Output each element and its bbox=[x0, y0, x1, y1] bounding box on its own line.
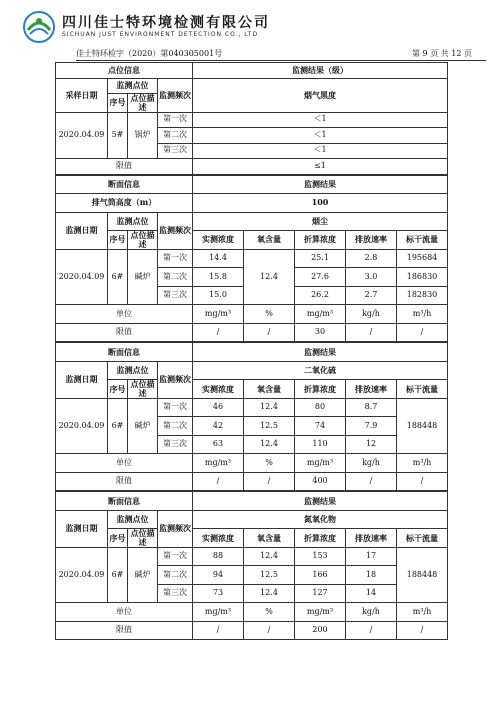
converted-cell: 74 bbox=[295, 417, 346, 436]
unit-label: 单位 bbox=[56, 305, 193, 324]
frequency-header: 监测频次 bbox=[158, 361, 193, 398]
desc-cell: 锅炉 bbox=[128, 112, 158, 159]
company-name-cn: 四川佳士特环境检测有限公司 bbox=[62, 15, 270, 31]
oxygen-cell: 12.5 bbox=[244, 566, 295, 585]
limit-cell: / bbox=[244, 323, 295, 342]
dust-table bbox=[55, 175, 448, 343]
value-cell: ＜1 bbox=[193, 128, 448, 144]
limit-cell: / bbox=[397, 472, 448, 491]
limit-cell: 200 bbox=[295, 621, 346, 640]
converted-cell: 25.1 bbox=[295, 249, 346, 268]
nox-table bbox=[55, 491, 448, 640]
flow-header: 标干流量 bbox=[397, 380, 448, 399]
measured-cell: 94 bbox=[193, 566, 244, 585]
unit-label: 单位 bbox=[56, 603, 193, 622]
flow-cell: 188448 bbox=[397, 398, 448, 454]
measured-header: 实测浓度 bbox=[193, 231, 244, 250]
unit-cell: kg/h bbox=[346, 305, 397, 324]
oxygen-header: 氧含量 bbox=[244, 380, 295, 399]
rate-cell: 2.7 bbox=[346, 286, 397, 305]
limit-label: 限值 bbox=[56, 472, 193, 491]
seq-header: 序号 bbox=[108, 529, 128, 548]
unit-cell: mg/m³ bbox=[295, 305, 346, 324]
freq-cell: 第三次 bbox=[158, 435, 193, 454]
seq-cell: 6# bbox=[108, 398, 128, 454]
results-tables bbox=[55, 62, 447, 640]
desc-header: 点位描述 bbox=[128, 529, 158, 548]
so2-table bbox=[55, 342, 448, 491]
freq-cell: 第三次 bbox=[158, 143, 193, 159]
flow-cell: 188448 bbox=[397, 547, 448, 603]
unit-cell: m³/h bbox=[397, 454, 448, 473]
unit-cell: mg/m³ bbox=[193, 603, 244, 622]
desc-header: 点位描述 bbox=[128, 231, 158, 250]
limit-cell: 30 bbox=[295, 323, 346, 342]
flow-cell: 182830 bbox=[397, 286, 448, 305]
rate-cell: 12 bbox=[346, 435, 397, 454]
converted-cell: 26.2 bbox=[295, 286, 346, 305]
frequency-header: 监测频次 bbox=[158, 78, 193, 112]
desc-cell: 碱炉 bbox=[128, 398, 158, 454]
limit-cell: / bbox=[244, 621, 295, 640]
converted-cell: 127 bbox=[295, 584, 346, 603]
limit-label: 限值 bbox=[56, 323, 193, 342]
desc-header: 点位描述 bbox=[128, 94, 158, 113]
measured-cell: 73 bbox=[193, 584, 244, 603]
monitor-point-header: 监测点位 bbox=[108, 510, 158, 529]
limit-cell: / bbox=[346, 621, 397, 640]
flow-cell: 195684 bbox=[397, 249, 448, 268]
pollutant-header: 二氧化硫 bbox=[193, 361, 448, 380]
converted-cell: 80 bbox=[295, 398, 346, 417]
unit-cell: mg/m³ bbox=[295, 603, 346, 622]
limit-cell: / bbox=[346, 472, 397, 491]
limit-cell: / bbox=[397, 621, 448, 640]
unit-cell: mg/m³ bbox=[295, 454, 346, 473]
section-result-header: 监测结果 bbox=[193, 343, 448, 362]
monitor-date-header: 监测日期 bbox=[56, 361, 108, 398]
flow-cell: 186830 bbox=[397, 268, 448, 287]
rate-header: 排放速率 bbox=[346, 380, 397, 399]
freq-cell: 第二次 bbox=[158, 268, 193, 287]
monitor-point-header: 监测点位 bbox=[108, 212, 158, 231]
value-cell: ＜1 bbox=[193, 143, 448, 159]
measured-header: 实测浓度 bbox=[193, 380, 244, 399]
converted-cell: 153 bbox=[295, 547, 346, 566]
seq-cell: 5# bbox=[108, 112, 128, 159]
freq-cell: 第一次 bbox=[158, 249, 193, 268]
measured-cell: 14.4 bbox=[193, 249, 244, 268]
report-header bbox=[22, 10, 482, 60]
freq-cell: 第二次 bbox=[158, 566, 193, 585]
rate-cell: 2.8 bbox=[346, 249, 397, 268]
stack-height-label: 排气筒高度（m） bbox=[56, 194, 193, 213]
limit-cell: / bbox=[193, 323, 244, 342]
result-header: 监测结果（级） bbox=[193, 63, 448, 79]
oxygen-cell: 12.4 bbox=[244, 249, 295, 305]
oxygen-header: 氧含量 bbox=[244, 231, 295, 250]
desc-cell: 碱炉 bbox=[128, 547, 158, 603]
company-logo-icon bbox=[22, 10, 56, 44]
unit-cell: % bbox=[244, 305, 295, 324]
date-cell: 2020.04.09 bbox=[56, 112, 108, 159]
frequency-header: 监测频次 bbox=[158, 510, 193, 547]
section-info-header: 断面信息 bbox=[56, 343, 193, 362]
unit-cell: m³/h bbox=[397, 305, 448, 324]
stack-height-value: 100 bbox=[193, 194, 448, 213]
unit-cell: kg/h bbox=[346, 454, 397, 473]
monitor-point-header: 监测点位 bbox=[108, 361, 158, 380]
freq-cell: 第三次 bbox=[158, 286, 193, 305]
monitor-date-header: 监测日期 bbox=[56, 212, 108, 249]
limit-label: 限值 bbox=[56, 621, 193, 640]
point-info-header: 点位信息 bbox=[56, 63, 193, 79]
company-name-en: SICHUAN JUST ENVIRONMENT DETECTION CO., LTD bbox=[62, 31, 259, 38]
oxygen-cell: 12.4 bbox=[244, 435, 295, 454]
seq-cell: 6# bbox=[108, 249, 128, 305]
limit-cell: / bbox=[244, 472, 295, 491]
unit-cell: % bbox=[244, 454, 295, 473]
converted-header: 折算浓度 bbox=[295, 529, 346, 548]
unit-cell: % bbox=[244, 603, 295, 622]
limit-cell: / bbox=[193, 472, 244, 491]
sampling-date-header: 采样日期 bbox=[56, 78, 108, 112]
seq-header: 序号 bbox=[108, 231, 128, 250]
unit-cell: mg/m³ bbox=[193, 454, 244, 473]
header-divider bbox=[76, 60, 486, 61]
frequency-header: 监测频次 bbox=[158, 212, 193, 249]
limit-value: ≤1 bbox=[193, 159, 448, 175]
value-cell: ＜1 bbox=[193, 112, 448, 128]
measured-header: 实测浓度 bbox=[193, 529, 244, 548]
freq-cell: 第二次 bbox=[158, 128, 193, 144]
measured-cell: 15.0 bbox=[193, 286, 244, 305]
flow-header: 标干流量 bbox=[397, 529, 448, 548]
measured-cell: 88 bbox=[193, 547, 244, 566]
converted-cell: 166 bbox=[295, 566, 346, 585]
section-info-header: 断面信息 bbox=[56, 492, 193, 511]
rate-header: 排放速率 bbox=[346, 529, 397, 548]
freq-cell: 第一次 bbox=[158, 112, 193, 128]
seq-cell: 6# bbox=[108, 547, 128, 603]
measured-cell: 42 bbox=[193, 417, 244, 436]
limit-cell: / bbox=[193, 621, 244, 640]
converted-header: 折算浓度 bbox=[295, 231, 346, 250]
converted-cell: 110 bbox=[295, 435, 346, 454]
date-cell: 2020.04.09 bbox=[56, 398, 108, 454]
section-result-header: 监测结果 bbox=[193, 492, 448, 511]
limit-cell: / bbox=[397, 323, 448, 342]
rate-cell: 17 bbox=[346, 547, 397, 566]
measured-cell: 46 bbox=[193, 398, 244, 417]
unit-cell: m³/h bbox=[397, 603, 448, 622]
freq-cell: 第一次 bbox=[158, 547, 193, 566]
oxygen-cell: 12.4 bbox=[244, 547, 295, 566]
freq-cell: 第二次 bbox=[158, 417, 193, 436]
page-number: 第 9 页 共 12 页 bbox=[412, 49, 472, 58]
converted-cell: 27.6 bbox=[295, 268, 346, 287]
desc-header: 点位描述 bbox=[128, 380, 158, 399]
section-info-header: 断面信息 bbox=[56, 175, 193, 194]
flow-header: 标干流量 bbox=[397, 231, 448, 250]
pollutant-header: 烟尘 bbox=[193, 212, 448, 231]
unit-cell: kg/h bbox=[346, 603, 397, 622]
rate-cell: 7.9 bbox=[346, 417, 397, 436]
converted-header: 折算浓度 bbox=[295, 380, 346, 399]
rate-cell: 14 bbox=[346, 584, 397, 603]
measured-cell: 15.8 bbox=[193, 268, 244, 287]
measured-cell: 63 bbox=[193, 435, 244, 454]
desc-cell: 碱炉 bbox=[128, 249, 158, 305]
monitor-date-header: 监测日期 bbox=[56, 510, 108, 547]
report-number: 佳士特环检字（2020）第040305001号 bbox=[76, 49, 223, 58]
seq-header: 序号 bbox=[108, 94, 128, 113]
limit-cell: / bbox=[346, 323, 397, 342]
blackness-header: 烟气黑度 bbox=[193, 78, 448, 112]
pollutant-header: 氮氧化物 bbox=[193, 510, 448, 529]
date-cell: 2020.04.09 bbox=[56, 249, 108, 305]
rate-header: 排放速率 bbox=[346, 231, 397, 250]
smoke-blackness-table bbox=[55, 62, 448, 175]
oxygen-cell: 12.4 bbox=[244, 584, 295, 603]
oxygen-header: 氧含量 bbox=[244, 529, 295, 548]
limit-label: 限值 bbox=[56, 159, 193, 175]
rate-cell: 18 bbox=[346, 566, 397, 585]
section-result-header: 监测结果 bbox=[193, 175, 448, 194]
date-cell: 2020.04.09 bbox=[56, 547, 108, 603]
unit-label: 单位 bbox=[56, 454, 193, 473]
oxygen-cell: 12.5 bbox=[244, 417, 295, 436]
rate-cell: 8.7 bbox=[346, 398, 397, 417]
oxygen-cell: 12.4 bbox=[244, 398, 295, 417]
freq-cell: 第三次 bbox=[158, 584, 193, 603]
rate-cell: 3.0 bbox=[346, 268, 397, 287]
freq-cell: 第一次 bbox=[158, 398, 193, 417]
limit-cell: 400 bbox=[295, 472, 346, 491]
monitor-point-header: 监测点位 bbox=[108, 78, 158, 94]
seq-header: 序号 bbox=[108, 380, 128, 399]
unit-cell: mg/m³ bbox=[193, 305, 244, 324]
